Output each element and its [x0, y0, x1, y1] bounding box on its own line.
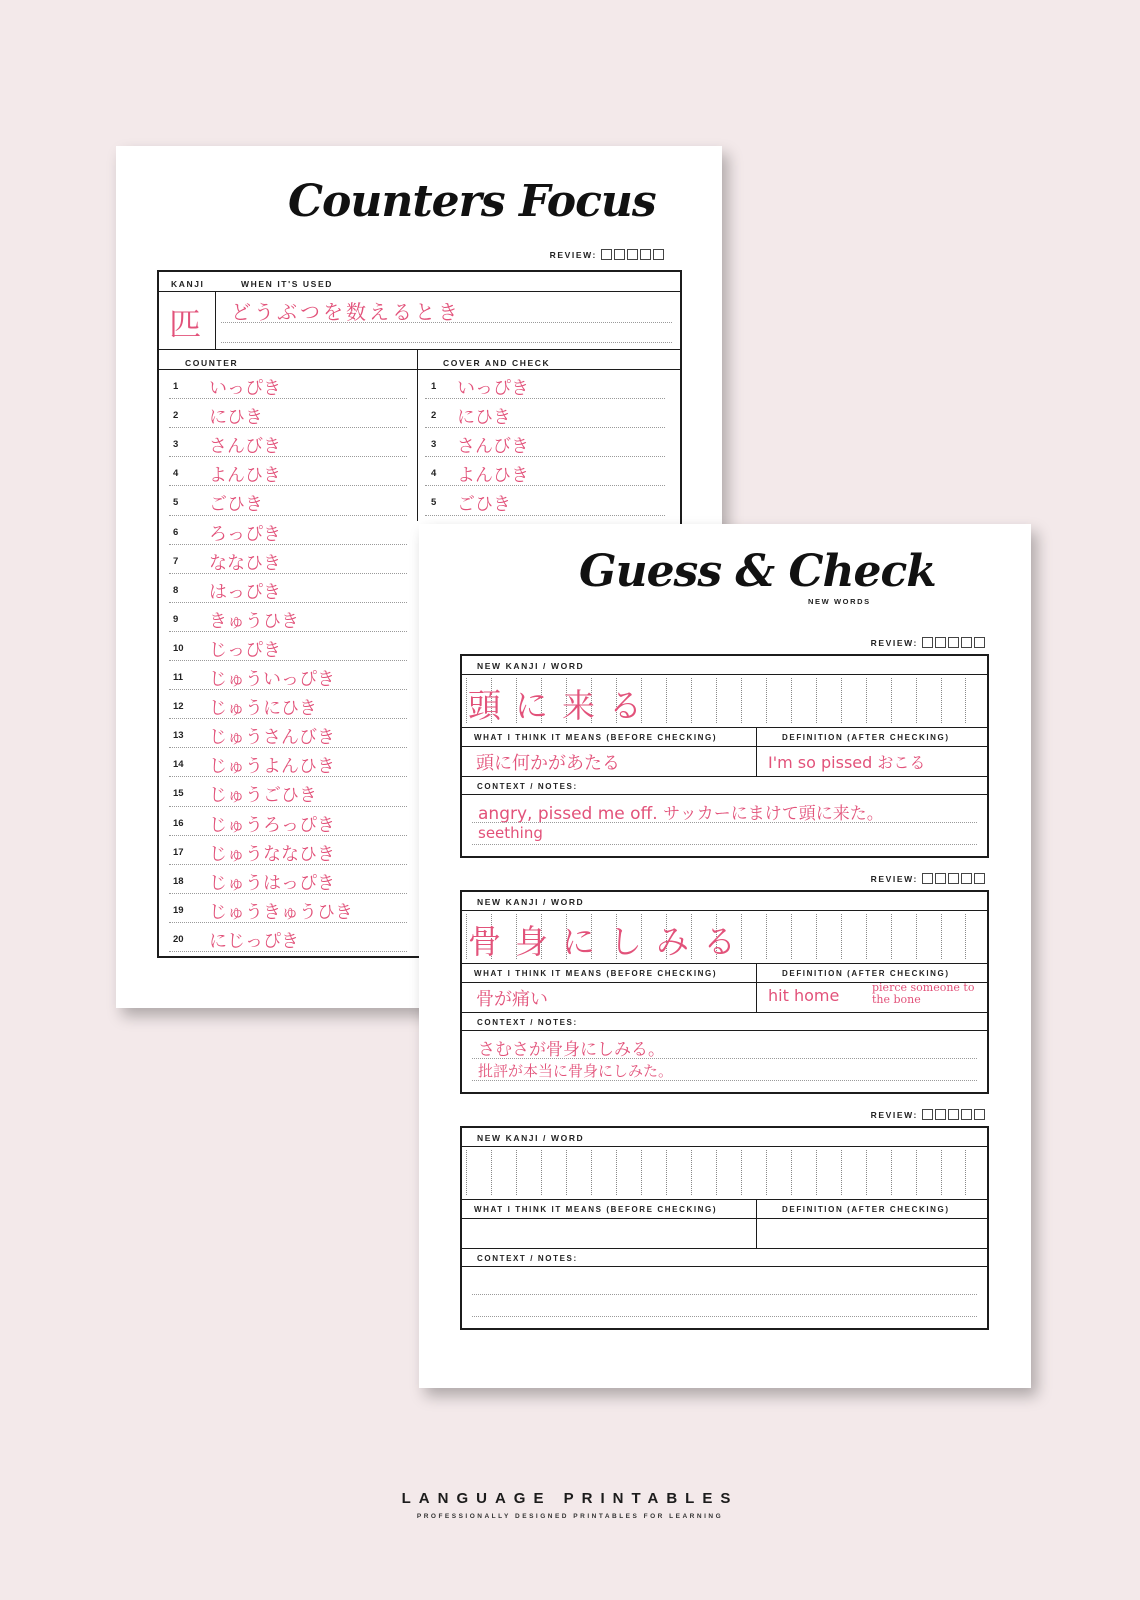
row-number: 13 [173, 730, 184, 742]
cover-reading: いっぴき [457, 378, 529, 399]
review-tracker [550, 249, 664, 260]
word-label: NEW KANJI / WORD [477, 1133, 585, 1143]
notes-label: CONTEXT / NOTES: [477, 1018, 578, 1027]
row-number: 7 [173, 555, 179, 567]
counter-reading: じゅうにひき [209, 698, 317, 720]
guess-check-title: Guess & Check [579, 546, 936, 597]
guess-text: 骨が痛い [476, 989, 548, 1010]
when-used-value: どうぶつを数えるとき [231, 300, 461, 324]
counter-reading: にひき [209, 407, 263, 429]
row-number: 4 [431, 468, 437, 480]
row-number: 15 [173, 788, 184, 800]
review-checkbox[interactable] [961, 637, 972, 648]
notes-line-1: さむさが骨身にしみる。 [478, 1040, 665, 1060]
definition-label: DEFINITION (AFTER CHECKING) [782, 1205, 950, 1214]
review-checkbox[interactable] [948, 873, 959, 884]
counter-reading: にじっぴき [209, 930, 299, 952]
review-checkbox[interactable] [974, 637, 985, 648]
review-checkbox[interactable] [935, 1109, 946, 1120]
counter-reading: いっぴき [209, 378, 281, 399]
counter-reading: じゅうよんひき [209, 756, 335, 778]
word-label: NEW KANJI / WORD [477, 661, 585, 671]
review-checkbox[interactable] [961, 873, 972, 884]
notes-line-2: seething [478, 824, 543, 842]
row-number: 20 [173, 933, 184, 945]
definition-note: pierce someone to the bone [872, 981, 975, 1006]
definition-label: DEFINITION (AFTER CHECKING) [782, 969, 950, 978]
notes-label: CONTEXT / NOTES: [477, 1254, 578, 1263]
row-number: 5 [173, 497, 179, 509]
review-checkbox[interactable] [922, 1109, 933, 1120]
review-tracker [871, 1109, 985, 1120]
definition-text: hit home [768, 986, 840, 1005]
definition-text: I'm so pissed おこる [768, 753, 926, 772]
row-number: 5 [431, 497, 437, 509]
row-number: 8 [173, 584, 179, 596]
brand-name: LANGUAGE PRINTABLES [401, 1490, 739, 1507]
row-number: 19 [173, 904, 184, 916]
notes-line-1: angry, pissed me off. サッカーにまけて頭に来た。 [478, 804, 884, 824]
counters-title: Counters Focus [288, 176, 656, 227]
row-number: 2 [431, 410, 437, 422]
counter-header: COUNTER [185, 358, 239, 368]
row-number: 14 [173, 759, 184, 771]
counter-reading: じゅうさんびき [209, 727, 335, 749]
row-number: 9 [173, 613, 179, 625]
review-checkbox[interactable] [935, 637, 946, 648]
review-tracker [871, 637, 985, 648]
counter-reading: きゅうひき [209, 610, 299, 632]
review-label: REVIEW: [870, 873, 918, 884]
review-tracker [871, 873, 985, 884]
guess-label: WHAT I THINK IT MEANS (BEFORE CHECKING) [474, 969, 718, 978]
review-checkbox[interactable] [640, 249, 651, 260]
review-checkbox[interactable] [935, 873, 946, 884]
review-checkbox[interactable] [601, 249, 612, 260]
guess-label: WHAT I THINK IT MEANS (BEFORE CHECKING) [474, 1205, 718, 1214]
row-number: 16 [173, 817, 184, 829]
when-used-header: WHEN IT'S USED [241, 279, 333, 289]
cover-reading: ごひき [457, 494, 511, 516]
cover-check-header: COVER AND CHECK [443, 358, 551, 368]
guess-entry [460, 654, 989, 858]
guess-label: WHAT I THINK IT MEANS (BEFORE CHECKING) [474, 733, 718, 742]
row-number: 12 [173, 701, 184, 713]
guess-entry [460, 1126, 989, 1330]
definition-label: DEFINITION (AFTER CHECKING) [782, 733, 950, 742]
cover-reading: にひき [457, 407, 511, 429]
review-checkbox[interactable] [961, 1109, 972, 1120]
row-number: 17 [173, 846, 184, 858]
counter-reading: はっぴき [209, 581, 281, 603]
counter-reading: よんひき [209, 465, 281, 487]
row-number: 3 [173, 439, 179, 451]
review-label: REVIEW: [870, 637, 918, 648]
counter-reading: さんびき [209, 436, 281, 458]
counter-reading: ごひき [209, 494, 263, 516]
counter-reading: じゅうろっぴき [209, 814, 335, 836]
guess-entry [460, 890, 989, 1094]
row-number: 3 [431, 439, 437, 451]
row-number: 18 [173, 875, 184, 887]
footer [0, 1490, 1140, 1520]
counter-reading: じゅうななひき [209, 843, 335, 865]
counter-reading: ろっぴき [209, 523, 281, 545]
row-number: 2 [173, 410, 179, 422]
review-checkbox[interactable] [614, 249, 625, 260]
counter-reading: じっぴき [209, 639, 281, 661]
kanji-value: 匹 [169, 305, 202, 343]
row-number: 1 [431, 381, 437, 392]
brand-tagline: PROFESSIONALLY DESIGNED PRINTABLES FOR LEARNING [416, 1513, 724, 1520]
notes-label: CONTEXT / NOTES: [477, 782, 578, 791]
counter-reading: じゅういっぴき [209, 669, 335, 690]
review-checkbox[interactable] [653, 249, 664, 260]
row-number: 6 [173, 526, 179, 538]
row-number: 4 [173, 468, 179, 480]
kanji-header: KANJI [171, 279, 205, 289]
row-number: 11 [173, 672, 184, 683]
review-checkbox[interactable] [974, 873, 985, 884]
guess-check-sheet [419, 524, 1031, 1388]
cover-reading: よんひき [457, 465, 529, 487]
review-checkbox[interactable] [922, 637, 933, 648]
review-checkbox[interactable] [948, 637, 959, 648]
counter-reading: じゅうきゅうひき [209, 901, 353, 923]
review-checkbox[interactable] [948, 1109, 959, 1120]
row-number: 10 [173, 642, 184, 654]
counter-reading: じゅうはっぴき [209, 872, 335, 894]
review-checkbox[interactable] [974, 1109, 985, 1120]
review-checkbox[interactable] [627, 249, 638, 260]
guess-text: 頭に何かがあたる [476, 753, 620, 774]
review-checkbox[interactable] [922, 873, 933, 884]
cover-reading: さんびき [457, 436, 529, 458]
counter-reading: ななひき [209, 552, 281, 574]
counter-reading: じゅうごひき [209, 785, 317, 807]
review-label: REVIEW: [870, 1109, 918, 1120]
notes-line-2: 批評が本当に骨身にしみた。 [478, 1062, 674, 1080]
new-word: 頭に来る [468, 686, 656, 725]
new-word: 骨身にしみる [468, 922, 750, 961]
guess-check-subtitle: NEW WORDS [808, 597, 871, 606]
row-number: 1 [173, 381, 179, 392]
word-label: NEW KANJI / WORD [477, 897, 585, 907]
review-label: REVIEW: [549, 249, 597, 260]
